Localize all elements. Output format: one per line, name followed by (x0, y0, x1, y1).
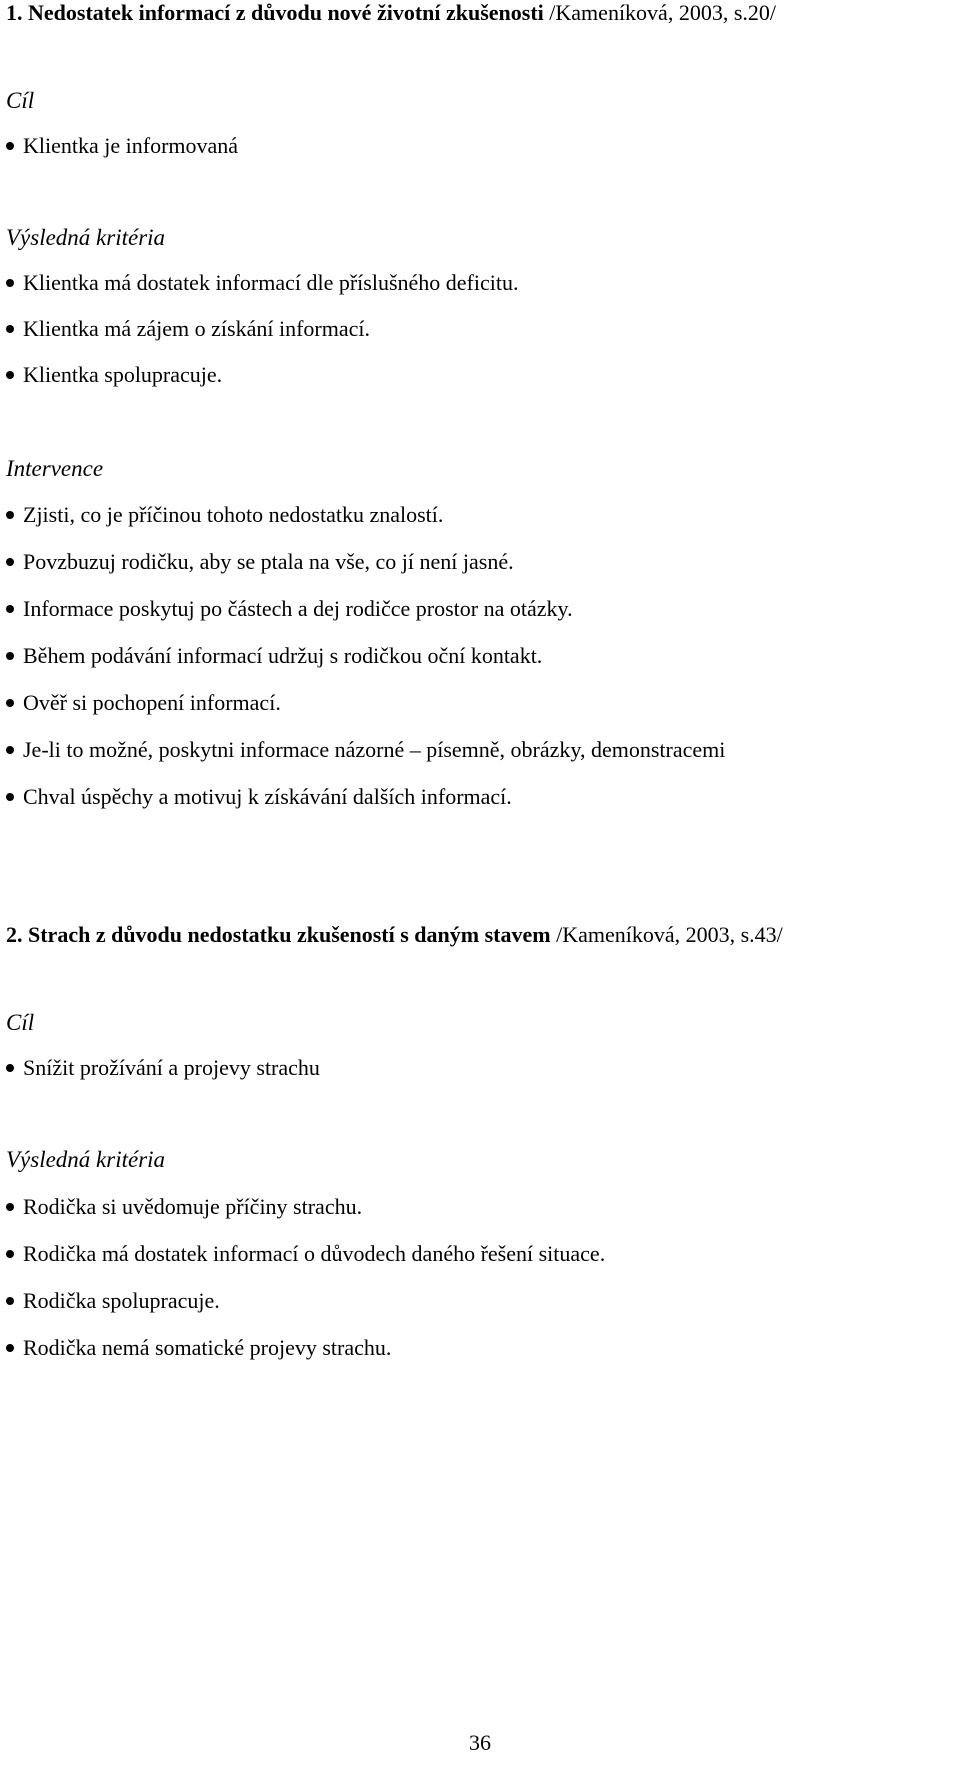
bullet-icon (6, 1203, 14, 1211)
page-number: 36 (469, 1730, 491, 1755)
list-item: Chval úspěchy a motivuj k získávání dalších informací. (6, 784, 512, 810)
bullet-icon (6, 511, 14, 519)
bullet-icon (6, 605, 14, 613)
list-item: Klientka spolupracuje. (6, 362, 222, 388)
list-item: Rodička spolupracuje. (6, 1288, 220, 1314)
bullet-icon (6, 1297, 14, 1305)
list-item: Rodička nemá somatické projevy strachu. (6, 1335, 391, 1361)
list-item: Zjisti, co je příčinou tohoto nedostatku znalostí. (6, 502, 443, 528)
bullet-icon (6, 279, 14, 287)
section2-title: 2. Strach z důvodu nedostatku zkušeností s daným stavem (6, 922, 551, 947)
section1-heading (6, 0, 776, 26)
list-item: Informace poskytuj po částech a dej rodičce prostor na otázky. (6, 596, 573, 622)
section1-title: 1. Nedostatek informací z důvodu nové životní zkušenosti (6, 0, 544, 25)
bullet-icon (6, 1344, 14, 1352)
list-item: Ověř si pochopení informací. (6, 690, 281, 716)
bullet-icon (6, 325, 14, 333)
section2-criteria-label: Výsledná kritéria (6, 1147, 166, 1172)
section1-reference: /Kameníková, 2003, s.20/ (543, 0, 776, 25)
bullet-icon (6, 558, 14, 566)
list-item: Klientka má dostatek informací dle příslušného deficitu. (6, 270, 518, 296)
section1-goal-label: Cíl (6, 88, 35, 113)
bullet-icon (6, 699, 14, 707)
bullet-icon (6, 746, 14, 754)
list-item: Klientka má zájem o získání informací. (6, 316, 370, 342)
list-item: Rodička si uvědomuje příčiny strachu. (6, 1194, 362, 1220)
list-item: Je-li to možné, poskytni informace názorné – písemně, obrázky, demonstracemi (6, 737, 725, 763)
bullet-icon (6, 652, 14, 660)
section2-heading (6, 922, 783, 948)
list-item: Snížit prožívání a projevy strachu (6, 1055, 320, 1081)
bullet-icon (6, 793, 14, 801)
section2-goal-label: Cíl (6, 1010, 35, 1035)
bullet-icon (6, 1250, 14, 1258)
list-item: Během podávání informací udržuj s rodičkou oční kontakt. (6, 643, 542, 669)
section2-reference: /Kameníková, 2003, s.43/ (550, 922, 783, 947)
list-item: Klientka je informovaná (6, 133, 238, 159)
bullet-icon (6, 371, 14, 379)
section1-intervention-label: Intervence (6, 456, 104, 481)
list-item: Rodička má dostatek informací o důvodech daného řešení situace. (6, 1241, 605, 1267)
bullet-icon (6, 142, 14, 150)
list-item: Povzbuzuj rodičku, aby se ptala na vše, co jí není jasné. (6, 549, 514, 575)
bullet-icon (6, 1064, 14, 1072)
section1-criteria-label: Výsledná kritéria (6, 225, 166, 250)
